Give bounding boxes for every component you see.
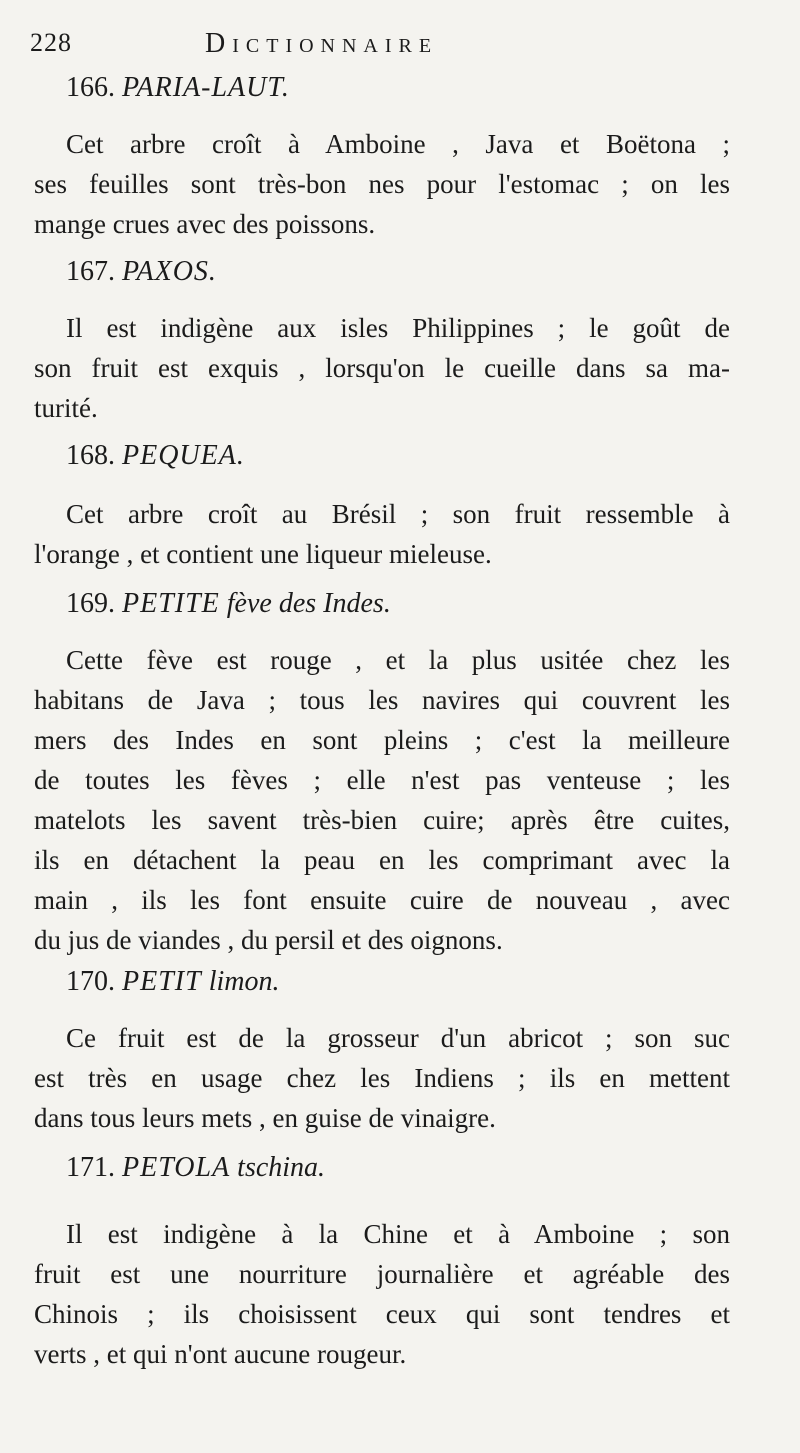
entry-text bbox=[34, 640, 730, 960]
text-line: Cet arbre croît au Brésil ; son fruit ressemble à bbox=[66, 499, 730, 529]
entry-text bbox=[34, 1214, 730, 1374]
entry-name: PETOLA bbox=[122, 1152, 231, 1183]
text-line: fruit est une nourriture journalière et agréable des bbox=[34, 1259, 730, 1289]
entry-name: PARIA-LAUT. bbox=[122, 72, 290, 103]
entry-heading bbox=[66, 1152, 325, 1184]
entry-heading bbox=[66, 72, 290, 104]
entry-text bbox=[34, 308, 730, 428]
text-line: mers des Indes en sont pleins ; c'est la meilleure bbox=[34, 725, 730, 755]
text-line: Il est indigène aux isles Philippines ; le goût de bbox=[66, 313, 730, 343]
text-line: main , ils les font ensuite cuire de nouveau , avec bbox=[34, 885, 730, 915]
entry-heading bbox=[66, 588, 391, 620]
entry-heading bbox=[66, 966, 279, 998]
entry-number: 169. bbox=[66, 588, 115, 619]
entry-number: 170. bbox=[66, 966, 115, 997]
entry-number: 166. bbox=[66, 72, 115, 103]
text-line: habitans de Java ; tous les navires qui couvrent les bbox=[34, 685, 730, 715]
text-line: verts , et qui n'ont aucune rougeur. bbox=[34, 1339, 407, 1369]
text-line: Chinois ; ils choisissent ceux qui sont tendres et bbox=[34, 1299, 730, 1329]
text-line: du jus de viandes , du persil et des oignons. bbox=[34, 925, 503, 955]
text-line: de toutes les fèves ; elle n'est pas venteuse ; les bbox=[34, 765, 730, 795]
entry-name: PAXOS. bbox=[122, 256, 217, 287]
running-title: Dictionnaire bbox=[205, 28, 439, 59]
text-line: son fruit est exquis , lorsqu'on le cueille dans sa ma- bbox=[34, 353, 730, 383]
entry-text bbox=[34, 124, 730, 244]
entry-name: PEQUEA. bbox=[122, 440, 245, 471]
text-line: est très en usage chez les Indiens ; ils en mettent bbox=[34, 1063, 730, 1093]
page-number: 228 bbox=[30, 28, 72, 57]
entry-text bbox=[34, 1018, 730, 1138]
text-line: mange crues avec des poissons. bbox=[34, 209, 376, 239]
entry-qualifier: fève des Indes. bbox=[226, 588, 391, 619]
entry-text bbox=[34, 494, 730, 574]
text-line: Cette fève est rouge , et la plus usitée chez les bbox=[66, 645, 730, 675]
entry-heading bbox=[66, 256, 217, 288]
text-line: Il est indigène à la Chine et à Amboine ; son bbox=[66, 1219, 730, 1249]
text-line: Ce fruit est de la grosseur d'un abricot ; son suc bbox=[66, 1023, 730, 1053]
entry-number: 171. bbox=[66, 1152, 115, 1183]
entry-number: 167. bbox=[66, 256, 115, 287]
entry-name: PETIT bbox=[122, 966, 202, 997]
text-line: dans tous leurs mets , en guise de vinaigre. bbox=[34, 1103, 496, 1133]
text-line: ils en détachent la peau en les comprimant avec la bbox=[34, 845, 730, 875]
entry-qualifier: tschina. bbox=[237, 1152, 326, 1183]
entry-number: 168. bbox=[66, 440, 115, 471]
text-line: matelots les savent très-bien cuire; après être cuites, bbox=[34, 805, 730, 835]
entry-heading bbox=[66, 440, 245, 472]
entry-name: PETITE bbox=[122, 588, 220, 619]
entry-qualifier: limon. bbox=[208, 966, 280, 997]
text-line: l'orange , et contient une liqueur mieleuse. bbox=[34, 539, 492, 569]
text-line: turité. bbox=[34, 393, 98, 423]
text-line: Cet arbre croît à Amboine , Java et Boëtona ; bbox=[66, 129, 730, 159]
text-line: ses feuilles sont très-bon nes pour l'estomac ; on les bbox=[34, 169, 730, 199]
running-head bbox=[30, 28, 760, 68]
